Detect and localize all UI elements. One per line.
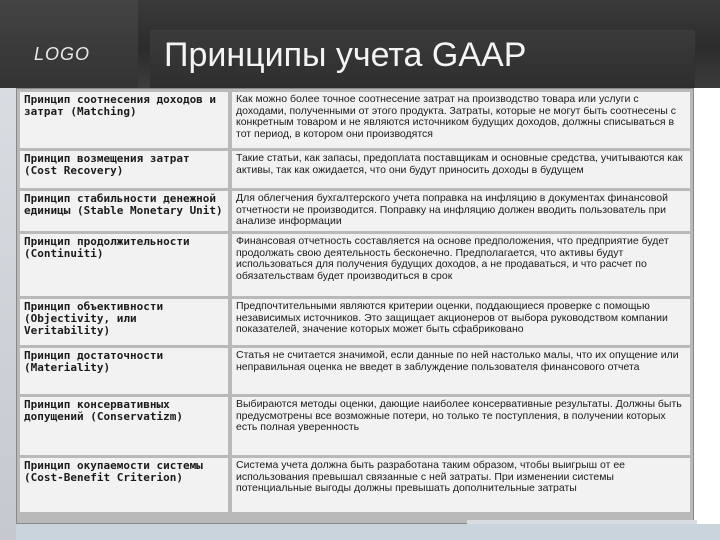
bottom-decorative-bar: [16, 524, 720, 540]
principle-name: Принцип достаточности (Materiality): [20, 348, 228, 394]
principle-description: Выбираются методы оценки, дающие наиболее консервативные результаты. Должны быть предусмотрены все возможные потери, но только те поступления, в получении которых есть полная уверенность: [232, 397, 690, 455]
left-decorative-strip: [0, 88, 16, 540]
principle-name: Принцип стабильности денежной единицы (Stable Monetary Unit): [20, 191, 228, 231]
slide-title: Принципы учета GAAP: [164, 36, 527, 74]
principle-name: Принцип возмещения затрат (Cost Recovery): [20, 151, 228, 188]
principle-name: Принцип соотнесения доходов и затрат (Matching): [20, 92, 228, 148]
principle-description: Как можно более точное соотнесение затрат на производство товара или услуги с доходами, полученными от этого продукта. Затраты, которые не могут быть соотнесены с конкретным товаром и не являются источником будущих доходов, должны списываться в тот период, в котором они производятся: [232, 92, 690, 148]
principle-name: Принцип продолжительности (Continuiti): [20, 234, 228, 296]
table-row: [20, 299, 690, 345]
principle-name: Принцип окупаемости системы (Cost-Benefit Criterion): [20, 458, 228, 512]
principle-description: Система учета должна быть разработана таким образом, чтобы выигрыш от ее использования превышал связанные с ней затраты. При изменении системы потенциальные выгоды должны превышать дополнительные затраты: [232, 458, 690, 512]
table-row: [20, 397, 690, 455]
principle-description: Статья не считается значимой, если данные по ней настолько малы, что их опущение или неправильная оценка не введет в заблуждение пользователя финансового отчета: [232, 348, 690, 394]
table-row: [20, 458, 690, 512]
table-row: [20, 92, 690, 148]
principle-description: Предпочтительными являются критерии оценки, поддающиеся проверке с помощью независимых источников. Это защищает акционеров от выбора руководством компании показателей, значение которых может быть сфабриковано: [232, 299, 690, 345]
principle-name: Принцип объективности (Objectivity, или Veritability): [20, 299, 228, 345]
principle-description: Финансовая отчетность составляется на основе предположения, что предприятие будет продолжать свою деятельность бесконечно. Предполагается, что активы будут использоваться для получения будущих доходов, а не продаваться, и что расчет по обязательствам будет производиться в срок: [232, 234, 690, 296]
principle-description: Для облегчения бухгалтерского учета поправка на инфляцию в документах финансовой отчетности не производится. Поправку на инфляцию должен вводить пользователь при анализе информации: [232, 191, 690, 231]
table-row: [20, 191, 690, 231]
logo-area: [0, 0, 138, 88]
principles-table: [16, 88, 694, 524]
title-area: [150, 30, 695, 88]
table-row: [20, 151, 690, 188]
principle-name: Принцип консервативных допущений (Conservatizm): [20, 397, 228, 455]
table-row: [20, 348, 690, 394]
logo: LOGO: [34, 44, 91, 64]
principle-description: Такие статьи, как запасы, предоплата поставщикам и основные средства, учитываются как активы, так как ожидается, что они будут приносить доходы в будущем: [232, 151, 690, 188]
table-row: [20, 234, 690, 296]
